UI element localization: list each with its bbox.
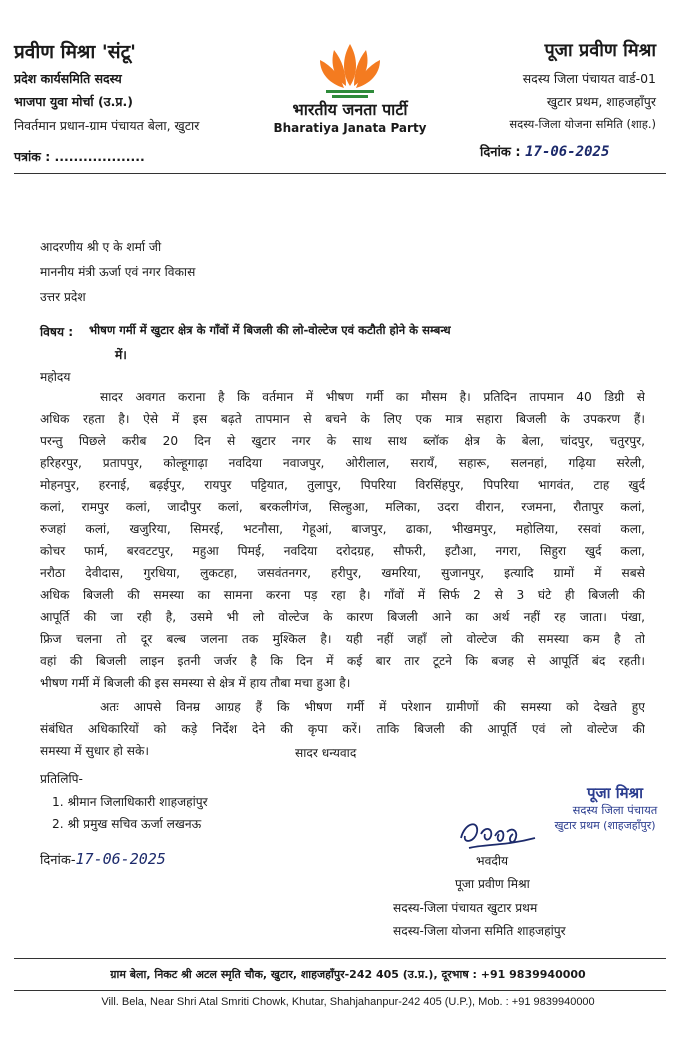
signatory-title-1: सदस्य-जिला पंचायत खुटार प्रथम xyxy=(393,901,538,915)
paragraph-1-line: परन्तु पिछले करीब 20 दिन से खुटार नगर के साथ साथ ब्लॉक क्षेत्र के बेला, चांदपुर, चतुरपुर, xyxy=(40,434,645,448)
lotus-icon xyxy=(290,40,410,100)
footer-address-hindi: ग्राम बेला, निकट श्री अटल स्मृति चौक, खुटार, शाहजहाँपुर-242 405 (उ.प्र.), दूरभाष : +91 9839940000 xyxy=(110,968,586,981)
cc-label: प्रतिलिपि- xyxy=(40,772,83,786)
party-name-english: Bharatiya Janata Party xyxy=(273,121,427,135)
signatory-title-2: सदस्य-जिला योजना समिति शाहजहांपुर xyxy=(393,924,566,938)
paragraph-1-line: रुजहां कलां, खजुरिया, सिमरई, भटनौसा, गेहूआं, बाजपुर, ढाका, भीखमपुर, महोलिया, रसवां कला, xyxy=(40,522,645,536)
header-date-label: दिनांक : xyxy=(480,145,521,160)
signatory-name: पूजा प्रवीण मिश्रा xyxy=(455,877,530,891)
stamp-line-3: खुटार प्रथम (शाहजहाँपुर) xyxy=(554,819,656,832)
member-name: पूजा प्रवीण मिश्रा xyxy=(544,40,656,61)
member-title-3: सदस्य-जिला योजना समिति (शाह.) xyxy=(509,117,656,131)
paragraph-1-line: कोचर फार्म, बरवटटपुर, महुआ पिमई, नवदिया दरोदग्रह, सौफरी, इटौआ, नगरा, सिहुरा खुर्द कला, xyxy=(40,544,645,558)
paragraph-1-line: मोहनपुर, हरनाई, बढ़ईपुर, रायपुर पट्टियात, तुलापुर, पिपरिया विरसिंहपुर, पिपरिया भागवंत, टाह खुर्द xyxy=(40,478,645,492)
sender-title-3: निवर्तमान प्रधान-ग्राम पंचायत बेला, खुटार xyxy=(14,118,200,133)
thanks: सादर धन्यवाद xyxy=(295,746,357,760)
paragraph-1-line: फ्रिज चलना तो दूर बल्ब जलना तक मुश्किल है। यही नहीं जहाँ लो वोल्टेज की समस्या कम है तो xyxy=(40,632,645,646)
header-date xyxy=(480,142,609,160)
reference-number: पत्रांक : ................... xyxy=(14,149,145,164)
bottom-date-value: 17-06-2025 xyxy=(75,850,166,868)
paragraph-2-line: अतः आपसे विनम्र आग्रह हैं कि भीषण गर्मी में परेशान ग्रामीणों की समस्या को देखते हुए xyxy=(100,700,645,714)
official-stamp xyxy=(540,783,690,833)
cc-item-1: 1. श्रीमान जिलाधिकारी शाहजहांपुर xyxy=(52,795,208,809)
paragraph-2-line: संबंधित अधिकारियों को कड़े निर्देश देने की कृपा करें। ताकि बिजली की आपूर्ति एवं लो वोल्टेज की xyxy=(40,722,645,736)
member-title-2: खुटार प्रथम, शाहजहाँपुर xyxy=(546,94,656,109)
recipient-line-1: आदरणीय श्री ए के शर्मा जी xyxy=(40,240,162,254)
handwritten-signature xyxy=(455,808,545,858)
stamp-line-2: सदस्य जिला पंचायत xyxy=(572,803,658,817)
recipient-line-3: उत्तर प्रदेश xyxy=(40,290,86,304)
cc-item-2: 2. श्री प्रमुख सचिव ऊर्जा लखनऊ xyxy=(52,817,202,831)
closing: भवदीय xyxy=(476,854,509,868)
paragraph-1-line: कलां, रामपुर कलां, जादौपुर कलां, बरकलीगंज, सिल्हुआ, मलिका, उदरा वीरान, रजमना, रौतापुर कलां, xyxy=(40,500,645,514)
stamp-name: पूजा मिश्रा xyxy=(586,784,644,802)
bjp-logo xyxy=(290,40,410,100)
footer-divider-2 xyxy=(14,990,666,991)
footer-address-english: Vill. Bela, Near Shri Atal Smriti Chowk, Khutar, Shahjahanpur-242 405 (U.P.), Mob. : +91 9839940000 xyxy=(101,996,595,1008)
footer-divider xyxy=(14,958,666,959)
bottom-date xyxy=(40,850,166,868)
paragraph-1-line: सादर अवगत कराना है कि वर्तमान में भीषण गर्मी का मौसम है। प्रतिदिन तापमान 40 डिग्री से xyxy=(100,390,645,404)
paragraph-1-line: भीषण गर्मी में बिजली की इस समस्या से क्षेत्र में हाय तौबा मचा हुआ है। xyxy=(40,676,351,690)
paragraph-1-line: हरिहरपुर, प्रतापपुर, कोल्हूगाढ़ा नवदिया नवाजपुर, ओरीलाल, सरायँ, सहारू, सलनहां, गढ़िया सरेली, xyxy=(40,456,645,470)
paragraph-2-line: समस्या में सुधार हो सके। xyxy=(40,744,149,758)
bottom-date-label: दिनांक- xyxy=(40,853,76,868)
paragraph-1-line: वहां की बिजली लाइन इतनी जर्जर है कि दिन में कई बार तार टूटने कि बजह से आपूर्ति बंद रहती। xyxy=(40,654,645,668)
sender-name: प्रवीण मिश्रा 'संटू' xyxy=(14,41,136,63)
subject-line-2: में। xyxy=(115,348,127,362)
paragraph-1-line: नरौठा देवीदास, गुरधिया, लुकटहा, जसवंतनगर, हरीपुर, खमरिया, सुजानपुर, इत्यादि ग्रामों में सबसे xyxy=(40,566,645,580)
header-date-value: 17-06-2025 xyxy=(525,144,610,160)
sender-title-2: भाजपा युवा मोर्चा (उ.प्र.) xyxy=(14,94,133,109)
paragraph-1-line: आपूर्ति की जा रही है, उसमे भी लो वोल्टेज के कारण बिजली आने का अर्थ नहीं रह जाता। पंखा, xyxy=(40,610,645,624)
subject-label: विषय : xyxy=(40,325,74,339)
sender-title-1: प्रदेश कार्यसमिति सदस्य xyxy=(14,71,122,86)
paragraph-1-line: अधिक रहता है। ऐसे में इस बढ़ते तापमान से बचने के लिए एक मात्र सहारा बिजली के उपकरण हैं। xyxy=(40,412,645,426)
salutation: महोदय xyxy=(40,370,71,384)
paragraph-1-line: अधिक बिजली की समस्या का सामना करना पड़ रहा है। गाँवों में सिर्फ 2 से 3 घंटे ही बिजली की xyxy=(40,588,645,602)
member-title-1: सदस्य जिला पंचायत वार्ड-01 xyxy=(522,71,656,86)
header-divider xyxy=(14,173,666,174)
subject-line-1: भीषण गर्मी में खुटार क्षेत्र के गाँवों में बिजली की लो-वोल्टेज एवं कटौती होने के सम्बन्ध xyxy=(89,323,451,337)
party-name-hindi: भारतीय जनता पार्टी xyxy=(292,100,408,119)
recipient-line-2: माननीय मंत्री ऊर्जा एवं नगर विकास xyxy=(40,265,196,279)
